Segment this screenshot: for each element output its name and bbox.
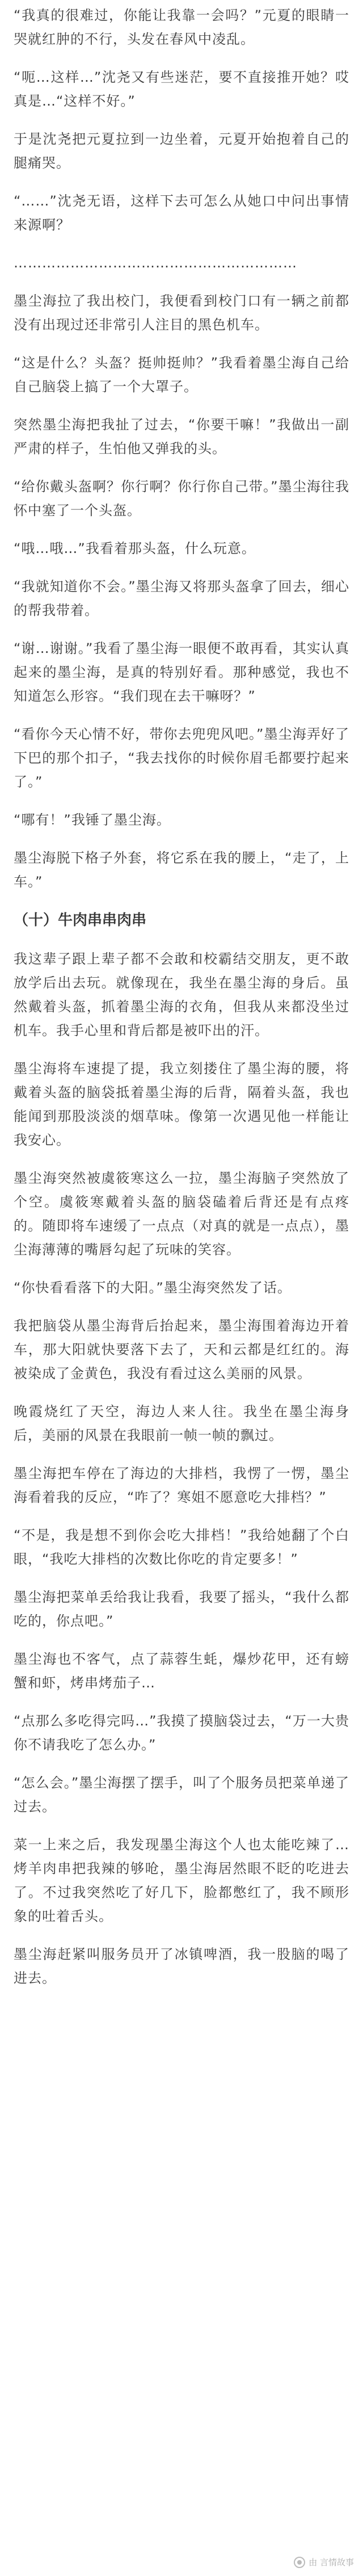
paragraph: 墨尘海将车速提了提，我立刻搂住了墨尘海的腰，将戴着头盔的脑袋抵着墨尘海的后背，隔着头盔，我也能闻到那股淡淡的烟草味。像第一次遇见他一样能让我安心。 [14, 1061, 349, 1148]
paragraph: “我真的很难过，你能让我靠一会吗？”元夏的眼睛一哭就红肿的不行，头发在春风中凌乱。 [14, 7, 349, 47]
paragraph: “……”沈尧无语，这样下去可怎么从她口中问出事情来源啊？ [14, 193, 349, 233]
brand-logo-icon [294, 2557, 305, 2568]
paragraph: “给你戴头盔啊？你行啊？你行你自己带。”墨尘海往我怀中塞了一个头盔。 [14, 479, 349, 518]
watermark [294, 2556, 354, 2568]
paragraph: “点那么多吃得完吗…”我摸了摸脑袋过去，“万一大贵你不请我吃了怎么办。” [14, 1713, 349, 1753]
paragraph: “我就知道你不会。”墨尘海又将那头盔拿了回去，细心的帮我带着。 [14, 579, 349, 618]
paragraph: 墨尘海拉了我出校门，我便看到校门口有一辆之前都没有出现过还非常引人注目的黑色机车。 [14, 293, 349, 333]
paragraph: “怎么会。”墨尘海摆了摆手，叫了个服务员把菜单递了过去。 [14, 1775, 349, 1815]
chapter-title: （十）牛肉串串肉串 [14, 912, 147, 929]
paragraph: 墨尘海赶紧叫服务员开了冰镇啤酒，我一股脑的喝了进去。 [14, 1946, 349, 1986]
paragraph: “你快看看落下的大阳。”墨尘海突然发了话。 [14, 1280, 292, 1296]
paragraph: “这是什么？头盔？挺帅挺帅？”我看着墨尘海自己给自己脑袋上搞了一个大罩子。 [14, 355, 349, 395]
paragraph: 菜一上来之后，我发现墨尘海这个人也太能吃辣了…烤羊肉串把我辣的够呛，墨尘海居然眼不眨的吃进去了。不过我突然吃了好几下，脸都憋红了，我不顾形象的吐着舌头。 [14, 1837, 349, 1924]
paragraph: 我把脑袋从墨尘海背后抬起来，墨尘海围着海边开着车，那大阳就快要落下去了，天和云都是红红的。海被染成了金黄色，我没有看过这么美丽的风景。 [14, 1318, 349, 1381]
paragraph: 墨尘海把车停在了海边的大排档，我愣了一愣，墨尘海看着我的反应，“咋了？寒姐不愿意吃大排档？” [14, 1465, 349, 1505]
paragraph: 晚霞烧红了天空，海边人来人往。我坐在墨尘海身后，美丽的风景在我眼前一帧一帧的飘过。 [14, 1404, 349, 1443]
paragraph: 墨尘海脱下格子外套，将它系在我的腰上，“走了，上车。” [14, 850, 349, 890]
paragraph: 墨尘海把菜单丢给我让我看，我要了摇头，“我什么都吃的，你点吧。” [14, 1589, 349, 1629]
watermark-text: 由 言情故事 [309, 2557, 354, 2567]
paragraph: “哪有！”我锤了墨尘海。 [14, 812, 171, 828]
paragraph: 墨尘海突然被虞筱寒这么一拉，墨尘海脑子突然放了个空。虞筱寒戴着头盔的脑袋磕着后背还是有点疼的。随即将车速缓了一点点（对真的就是一点点），墨尘海薄薄的嘴唇勾起了玩味的笑容。 [14, 1170, 349, 1258]
paragraph: “呃…这样…”沈尧又有些迷茫，要不直接推开她？哎真是…“这样不好。” [14, 69, 349, 109]
paragraph: “哦…哦…”我看着那头盔，什么玩意。 [14, 541, 256, 556]
paragraph: “看你今天心情不好，带你去兜兜风吧。”墨尘海弄好了下巴的那个扣子，“我去找你的时候你眉毛都要拧起来了。” [14, 726, 349, 790]
paragraph: “谢…谢谢。”我看了墨尘海一眼便不敢再看，其实认真起来的墨尘海，是真的特别好看。那种感觉，我也不知道怎么形容。“我们现在去干嘛呀？” [14, 640, 349, 704]
paragraph: 突然墨尘海把我扯了过去，“你要干嘛！”我做出一副严肃的样子，生怕他又弹我的头。 [14, 417, 349, 456]
paragraph: 我这辈子跟上辈子都不会敢和校霸结交朋友，更不敢放学后出去玩。就像现在，我坐在墨尘海的身后。虽然戴着头盔，抓着墨尘海的衣角，但我从来都没坐过机车。我手心里和背后都是被吓出的汗。 [14, 951, 349, 1038]
section-divider: …………………………………………………… [14, 255, 297, 271]
paragraph: 墨尘海也不客气，点了蒜蓉生蚝，爆炒花甲，还有螃蟹和虾，烤串烤茄子… [14, 1651, 349, 1691]
paragraph: “不是，我是想不到你会吃大排档！”我给她翻了个白眼，“我吃大排档的次数比你吃的肯定要多！” [14, 1527, 349, 1567]
paragraph: 于是沈尧把元夏拉到一边坐着，元夏开始抱着自己的腿痛哭。 [14, 131, 349, 171]
